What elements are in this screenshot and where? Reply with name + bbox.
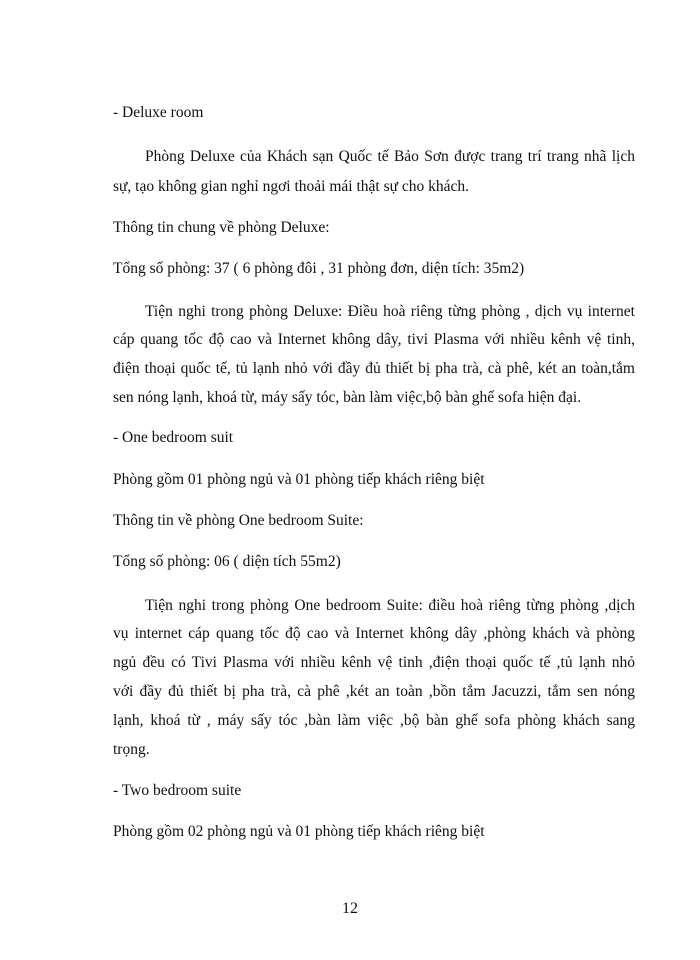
deluxe-intro-line-1: Phòng Deluxe của Khách sạn Quốc tế Bảo Sơn được trang trí trang nhã lịch <box>145 148 635 165</box>
one-bedroom-amenities-line-5: lạnh, khoá từ , máy sấy tóc ,bàn làm việc ,bộ bàn ghế sofa phòng khách sang <box>113 712 635 729</box>
deluxe-info-title: Thông tin chung về phòng Deluxe: <box>113 219 330 236</box>
section-heading-deluxe: - Deluxe room <box>113 104 204 121</box>
one-bedroom-amenities-line-2: vụ internet cáp quang tốc độ cao và Internet không dây ,phòng khách và phòng <box>113 625 635 642</box>
deluxe-amenities-line-2: cáp quang tốc độ cao và Internet không dây, tivi Plasma với nhiều kênh vệ tinh, <box>113 331 635 348</box>
deluxe-amenities-line-3: điện thoại quốc tế, tủ lạnh nhỏ với đầy đủ thiết bị pha trà, cà phê, két an toàn,tắm <box>113 360 635 377</box>
one-bedroom-info-title: Thông tin về phòng One bedroom Suite: <box>113 512 364 529</box>
one-bedroom-room-count: Tổng số phòng: 06 ( diện tích 55m2) <box>113 553 341 570</box>
deluxe-intro-line-2: sự, tạo không gian nghỉ ngơi thoải mái thật sự cho khách. <box>113 178 470 195</box>
one-bedroom-amenities-line-1: Tiện nghi trong phòng One bedroom Suite: điều hoà riêng từng phòng ,dịch <box>145 597 635 614</box>
section-heading-two-bedroom: - Two bedroom suite <box>113 782 242 799</box>
two-bedroom-intro: Phòng gồm 02 phòng ngủ và 01 phòng tiếp khách riêng biệt <box>113 823 485 840</box>
one-bedroom-amenities-line-4: với đầy đủ thiết bị pha trà, cà phê ,két an toàn ,bồn tắm Jacuzzi, tắm sen nóng <box>113 683 635 700</box>
deluxe-amenities-line-1: Tiện nghi trong phòng Deluxe: Điều hoà riêng từng phòng , dịch vụ internet <box>145 303 635 320</box>
section-heading-one-bedroom: - One bedroom suit <box>113 429 234 446</box>
deluxe-room-count: Tổng số phòng: 37 ( 6 phòng đôi , 31 phòng đơn, diện tích: 35m2) <box>113 260 525 277</box>
deluxe-amenities-line-4: sen nóng lạnh, khoá từ, máy sấy tóc, bàn làm việc,bộ bàn ghế sofa hiện đại. <box>113 389 582 406</box>
one-bedroom-amenities-line-6: trọng. <box>113 741 150 758</box>
page-number: 12 <box>342 900 358 917</box>
one-bedroom-amenities-line-3: ngủ đều có Tivi Plasma với nhiều kênh vệ tinh ,điện thoại quốc tế ,tủ lạnh nhỏ <box>113 654 635 671</box>
one-bedroom-intro: Phòng gồm 01 phòng ngủ và 01 phòng tiếp khách riêng biệt <box>113 471 485 488</box>
